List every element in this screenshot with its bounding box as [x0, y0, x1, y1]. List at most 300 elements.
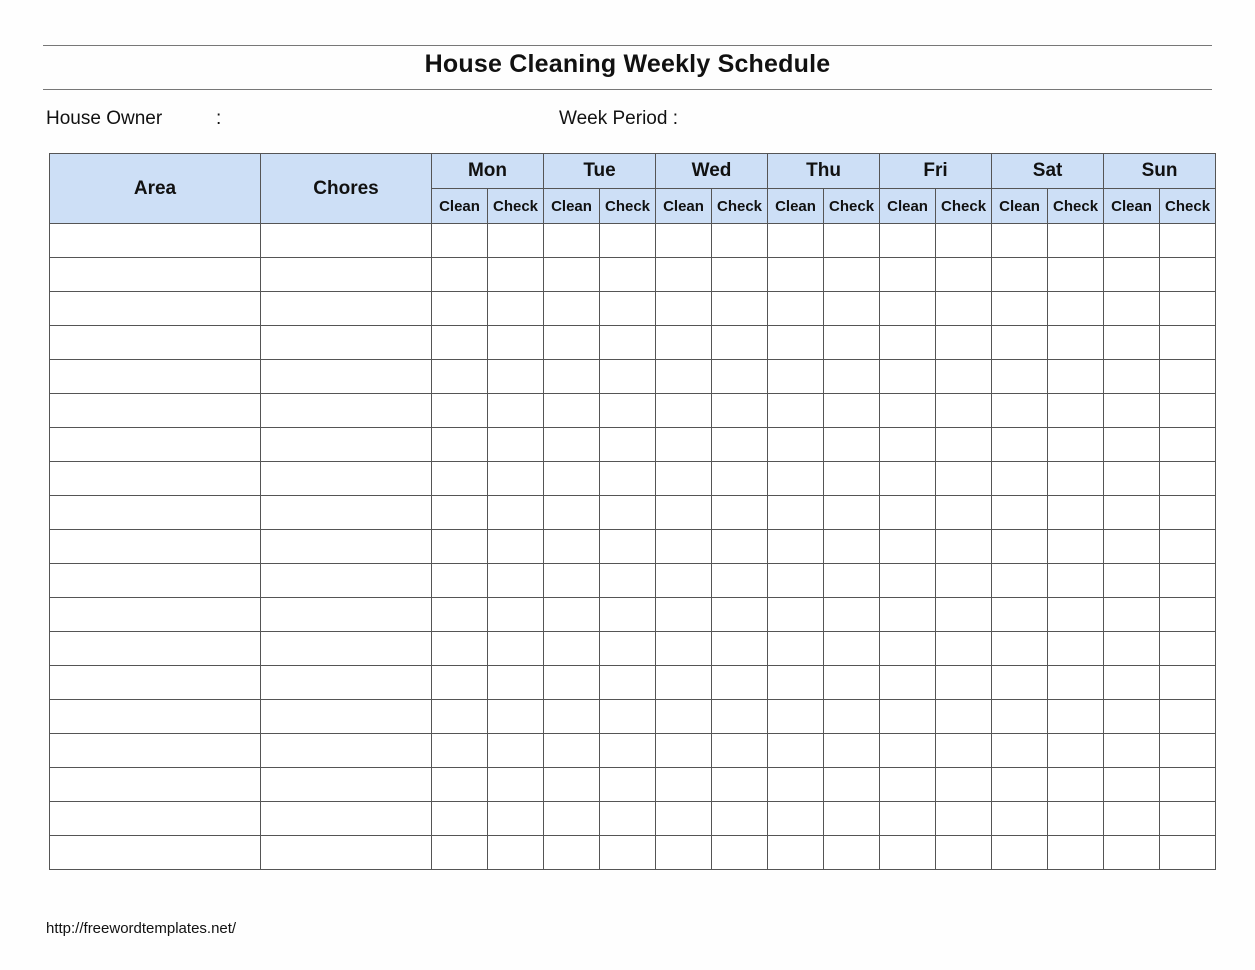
house-owner-field[interactable]: [230, 108, 530, 132]
fri-check-cell[interactable]: [936, 768, 992, 802]
tue-clean-cell[interactable]: [544, 564, 600, 598]
sat-clean-cell[interactable]: [992, 394, 1048, 428]
mon-check-cell[interactable]: [488, 666, 544, 700]
thu-check-cell[interactable]: [824, 530, 880, 564]
chores-cell[interactable]: [261, 700, 432, 734]
fri-check-cell[interactable]: [936, 462, 992, 496]
tue-clean-cell[interactable]: [544, 666, 600, 700]
chores-cell[interactable]: [261, 496, 432, 530]
sun-check-cell[interactable]: [1160, 734, 1216, 768]
wed-check-cell[interactable]: [712, 734, 768, 768]
sun-check-cell[interactable]: [1160, 700, 1216, 734]
sat-check-cell[interactable]: [1048, 258, 1104, 292]
area-cell[interactable]: [50, 836, 261, 870]
thu-clean-cell[interactable]: [768, 632, 824, 666]
sun-check-cell[interactable]: [1160, 768, 1216, 802]
mon-clean-cell[interactable]: [432, 360, 488, 394]
wed-check-cell[interactable]: [712, 394, 768, 428]
sun-check-cell[interactable]: [1160, 360, 1216, 394]
mon-clean-cell[interactable]: [432, 292, 488, 326]
wed-clean-cell[interactable]: [656, 394, 712, 428]
thu-clean-cell[interactable]: [768, 292, 824, 326]
thu-check-cell[interactable]: [824, 564, 880, 598]
thu-check-cell[interactable]: [824, 428, 880, 462]
area-cell[interactable]: [50, 462, 261, 496]
sun-clean-cell[interactable]: [1104, 326, 1160, 360]
wed-check-cell[interactable]: [712, 496, 768, 530]
sat-check-cell[interactable]: [1048, 632, 1104, 666]
mon-clean-cell[interactable]: [432, 496, 488, 530]
area-cell[interactable]: [50, 292, 261, 326]
sun-clean-cell[interactable]: [1104, 768, 1160, 802]
chores-cell[interactable]: [261, 564, 432, 598]
thu-check-cell[interactable]: [824, 258, 880, 292]
wed-clean-cell[interactable]: [656, 428, 712, 462]
wed-check-cell[interactable]: [712, 258, 768, 292]
wed-clean-cell[interactable]: [656, 292, 712, 326]
tue-clean-cell[interactable]: [544, 632, 600, 666]
sat-clean-cell[interactable]: [992, 428, 1048, 462]
sat-check-cell[interactable]: [1048, 496, 1104, 530]
sun-check-cell[interactable]: [1160, 258, 1216, 292]
wed-check-cell[interactable]: [712, 530, 768, 564]
mon-check-cell[interactable]: [488, 326, 544, 360]
sun-clean-cell[interactable]: [1104, 700, 1160, 734]
tue-check-cell[interactable]: [600, 598, 656, 632]
tue-check-cell[interactable]: [600, 224, 656, 258]
sat-check-cell[interactable]: [1048, 564, 1104, 598]
wed-check-cell[interactable]: [712, 768, 768, 802]
wed-check-cell[interactable]: [712, 632, 768, 666]
chores-cell[interactable]: [261, 292, 432, 326]
mon-check-cell[interactable]: [488, 530, 544, 564]
sat-check-cell[interactable]: [1048, 666, 1104, 700]
thu-check-cell[interactable]: [824, 326, 880, 360]
thu-clean-cell[interactable]: [768, 394, 824, 428]
fri-clean-cell[interactable]: [880, 530, 936, 564]
tue-clean-cell[interactable]: [544, 292, 600, 326]
wed-clean-cell[interactable]: [656, 700, 712, 734]
fri-check-cell[interactable]: [936, 394, 992, 428]
sun-clean-cell[interactable]: [1104, 632, 1160, 666]
mon-check-cell[interactable]: [488, 564, 544, 598]
wed-clean-cell[interactable]: [656, 462, 712, 496]
thu-check-cell[interactable]: [824, 360, 880, 394]
mon-check-cell[interactable]: [488, 734, 544, 768]
tue-clean-cell[interactable]: [544, 462, 600, 496]
tue-check-cell[interactable]: [600, 802, 656, 836]
fri-clean-cell[interactable]: [880, 836, 936, 870]
area-cell[interactable]: [50, 496, 261, 530]
chores-cell[interactable]: [261, 734, 432, 768]
mon-check-cell[interactable]: [488, 428, 544, 462]
tue-check-cell[interactable]: [600, 326, 656, 360]
fri-clean-cell[interactable]: [880, 496, 936, 530]
sat-check-cell[interactable]: [1048, 530, 1104, 564]
area-cell[interactable]: [50, 360, 261, 394]
fri-clean-cell[interactable]: [880, 360, 936, 394]
tue-clean-cell[interactable]: [544, 258, 600, 292]
wed-check-cell[interactable]: [712, 360, 768, 394]
area-cell[interactable]: [50, 700, 261, 734]
tue-check-cell[interactable]: [600, 292, 656, 326]
thu-check-cell[interactable]: [824, 734, 880, 768]
sat-check-cell[interactable]: [1048, 802, 1104, 836]
mon-clean-cell[interactable]: [432, 836, 488, 870]
wed-clean-cell[interactable]: [656, 360, 712, 394]
tue-clean-cell[interactable]: [544, 326, 600, 360]
fri-clean-cell[interactable]: [880, 802, 936, 836]
tue-clean-cell[interactable]: [544, 734, 600, 768]
sun-check-cell[interactable]: [1160, 462, 1216, 496]
mon-check-cell[interactable]: [488, 836, 544, 870]
mon-check-cell[interactable]: [488, 462, 544, 496]
sun-check-cell[interactable]: [1160, 530, 1216, 564]
chores-cell[interactable]: [261, 326, 432, 360]
thu-clean-cell[interactable]: [768, 360, 824, 394]
thu-clean-cell[interactable]: [768, 564, 824, 598]
fri-check-cell[interactable]: [936, 564, 992, 598]
wed-check-cell[interactable]: [712, 700, 768, 734]
fri-check-cell[interactable]: [936, 428, 992, 462]
fri-check-cell[interactable]: [936, 530, 992, 564]
area-cell[interactable]: [50, 530, 261, 564]
chores-cell[interactable]: [261, 802, 432, 836]
area-cell[interactable]: [50, 394, 261, 428]
sun-check-cell[interactable]: [1160, 326, 1216, 360]
wed-check-cell[interactable]: [712, 836, 768, 870]
sun-check-cell[interactable]: [1160, 224, 1216, 258]
fri-check-cell[interactable]: [936, 292, 992, 326]
sat-clean-cell[interactable]: [992, 700, 1048, 734]
mon-check-cell[interactable]: [488, 496, 544, 530]
chores-cell[interactable]: [261, 768, 432, 802]
thu-check-cell[interactable]: [824, 666, 880, 700]
sat-clean-cell[interactable]: [992, 734, 1048, 768]
tue-check-cell[interactable]: [600, 632, 656, 666]
fri-check-cell[interactable]: [936, 496, 992, 530]
fri-check-cell[interactable]: [936, 224, 992, 258]
thu-check-cell[interactable]: [824, 496, 880, 530]
fri-check-cell[interactable]: [936, 666, 992, 700]
sun-clean-cell[interactable]: [1104, 360, 1160, 394]
area-cell[interactable]: [50, 326, 261, 360]
fri-check-cell[interactable]: [936, 632, 992, 666]
tue-clean-cell[interactable]: [544, 428, 600, 462]
mon-clean-cell[interactable]: [432, 768, 488, 802]
tue-clean-cell[interactable]: [544, 700, 600, 734]
sun-check-cell[interactable]: [1160, 666, 1216, 700]
mon-check-cell[interactable]: [488, 802, 544, 836]
fri-check-cell[interactable]: [936, 598, 992, 632]
sat-clean-cell[interactable]: [992, 224, 1048, 258]
sun-clean-cell[interactable]: [1104, 666, 1160, 700]
fri-check-cell[interactable]: [936, 258, 992, 292]
thu-clean-cell[interactable]: [768, 836, 824, 870]
tue-check-cell[interactable]: [600, 836, 656, 870]
wed-clean-cell[interactable]: [656, 666, 712, 700]
wed-check-cell[interactable]: [712, 292, 768, 326]
sun-clean-cell[interactable]: [1104, 292, 1160, 326]
mon-clean-cell[interactable]: [432, 564, 488, 598]
tue-check-cell[interactable]: [600, 700, 656, 734]
sat-clean-cell[interactable]: [992, 530, 1048, 564]
area-cell[interactable]: [50, 666, 261, 700]
sat-clean-cell[interactable]: [992, 258, 1048, 292]
sat-check-cell[interactable]: [1048, 836, 1104, 870]
sat-check-cell[interactable]: [1048, 462, 1104, 496]
sat-clean-cell[interactable]: [992, 564, 1048, 598]
area-cell[interactable]: [50, 768, 261, 802]
wed-clean-cell[interactable]: [656, 496, 712, 530]
sun-clean-cell[interactable]: [1104, 734, 1160, 768]
sun-check-cell[interactable]: [1160, 598, 1216, 632]
mon-check-cell[interactable]: [488, 258, 544, 292]
chores-cell[interactable]: [261, 462, 432, 496]
wed-check-cell[interactable]: [712, 598, 768, 632]
tue-clean-cell[interactable]: [544, 768, 600, 802]
wed-clean-cell[interactable]: [656, 836, 712, 870]
mon-clean-cell[interactable]: [432, 530, 488, 564]
wed-check-cell[interactable]: [712, 564, 768, 598]
sun-check-cell[interactable]: [1160, 836, 1216, 870]
fri-clean-cell[interactable]: [880, 292, 936, 326]
sat-clean-cell[interactable]: [992, 836, 1048, 870]
tue-check-cell[interactable]: [600, 428, 656, 462]
mon-check-cell[interactable]: [488, 224, 544, 258]
sat-clean-cell[interactable]: [992, 598, 1048, 632]
sat-check-cell[interactable]: [1048, 394, 1104, 428]
thu-clean-cell[interactable]: [768, 666, 824, 700]
sun-clean-cell[interactable]: [1104, 496, 1160, 530]
wed-clean-cell[interactable]: [656, 598, 712, 632]
fri-clean-cell[interactable]: [880, 598, 936, 632]
wed-clean-cell[interactable]: [656, 632, 712, 666]
mon-clean-cell[interactable]: [432, 734, 488, 768]
tue-check-cell[interactable]: [600, 496, 656, 530]
area-cell[interactable]: [50, 428, 261, 462]
mon-clean-cell[interactable]: [432, 224, 488, 258]
sat-check-cell[interactable]: [1048, 598, 1104, 632]
thu-clean-cell[interactable]: [768, 802, 824, 836]
sun-clean-cell[interactable]: [1104, 224, 1160, 258]
sat-clean-cell[interactable]: [992, 462, 1048, 496]
tue-check-cell[interactable]: [600, 394, 656, 428]
chores-cell[interactable]: [261, 666, 432, 700]
sun-check-cell[interactable]: [1160, 496, 1216, 530]
tue-check-cell[interactable]: [600, 666, 656, 700]
wed-clean-cell[interactable]: [656, 258, 712, 292]
chores-cell[interactable]: [261, 530, 432, 564]
fri-clean-cell[interactable]: [880, 734, 936, 768]
thu-clean-cell[interactable]: [768, 598, 824, 632]
tue-clean-cell[interactable]: [544, 836, 600, 870]
thu-check-cell[interactable]: [824, 394, 880, 428]
wed-clean-cell[interactable]: [656, 564, 712, 598]
week-period-field[interactable]: [700, 108, 1100, 132]
fri-check-cell[interactable]: [936, 326, 992, 360]
thu-clean-cell[interactable]: [768, 462, 824, 496]
area-cell[interactable]: [50, 564, 261, 598]
fri-clean-cell[interactable]: [880, 632, 936, 666]
tue-clean-cell[interactable]: [544, 598, 600, 632]
tue-check-cell[interactable]: [600, 360, 656, 394]
mon-clean-cell[interactable]: [432, 666, 488, 700]
wed-check-cell[interactable]: [712, 326, 768, 360]
tue-clean-cell[interactable]: [544, 530, 600, 564]
tue-check-cell[interactable]: [600, 734, 656, 768]
mon-check-cell[interactable]: [488, 768, 544, 802]
thu-check-cell[interactable]: [824, 836, 880, 870]
fri-clean-cell[interactable]: [880, 258, 936, 292]
sun-clean-cell[interactable]: [1104, 394, 1160, 428]
tue-check-cell[interactable]: [600, 258, 656, 292]
thu-check-cell[interactable]: [824, 632, 880, 666]
tue-check-cell[interactable]: [600, 530, 656, 564]
sun-check-cell[interactable]: [1160, 802, 1216, 836]
wed-clean-cell[interactable]: [656, 326, 712, 360]
fri-check-cell[interactable]: [936, 802, 992, 836]
sat-clean-cell[interactable]: [992, 632, 1048, 666]
thu-check-cell[interactable]: [824, 768, 880, 802]
sun-clean-cell[interactable]: [1104, 428, 1160, 462]
sat-clean-cell[interactable]: [992, 496, 1048, 530]
fri-clean-cell[interactable]: [880, 666, 936, 700]
chores-cell[interactable]: [261, 258, 432, 292]
mon-check-cell[interactable]: [488, 394, 544, 428]
chores-cell[interactable]: [261, 428, 432, 462]
fri-check-cell[interactable]: [936, 734, 992, 768]
sun-clean-cell[interactable]: [1104, 462, 1160, 496]
sat-check-cell[interactable]: [1048, 224, 1104, 258]
chores-cell[interactable]: [261, 394, 432, 428]
thu-clean-cell[interactable]: [768, 496, 824, 530]
fri-clean-cell[interactable]: [880, 462, 936, 496]
fri-clean-cell[interactable]: [880, 564, 936, 598]
chores-cell[interactable]: [261, 632, 432, 666]
sun-clean-cell[interactable]: [1104, 564, 1160, 598]
thu-check-cell[interactable]: [824, 292, 880, 326]
sat-check-cell[interactable]: [1048, 734, 1104, 768]
tue-clean-cell[interactable]: [544, 394, 600, 428]
mon-check-cell[interactable]: [488, 360, 544, 394]
sun-clean-cell[interactable]: [1104, 836, 1160, 870]
sat-clean-cell[interactable]: [992, 292, 1048, 326]
sat-clean-cell[interactable]: [992, 326, 1048, 360]
area-cell[interactable]: [50, 258, 261, 292]
thu-clean-cell[interactable]: [768, 530, 824, 564]
sat-check-cell[interactable]: [1048, 292, 1104, 326]
mon-clean-cell[interactable]: [432, 598, 488, 632]
wed-check-cell[interactable]: [712, 224, 768, 258]
fri-check-cell[interactable]: [936, 836, 992, 870]
wed-clean-cell[interactable]: [656, 768, 712, 802]
sun-clean-cell[interactable]: [1104, 802, 1160, 836]
mon-check-cell[interactable]: [488, 700, 544, 734]
fri-clean-cell[interactable]: [880, 428, 936, 462]
chores-cell[interactable]: [261, 224, 432, 258]
sun-clean-cell[interactable]: [1104, 530, 1160, 564]
chores-cell[interactable]: [261, 598, 432, 632]
chores-cell[interactable]: [261, 360, 432, 394]
tue-clean-cell[interactable]: [544, 360, 600, 394]
mon-clean-cell[interactable]: [432, 700, 488, 734]
thu-check-cell[interactable]: [824, 462, 880, 496]
tue-check-cell[interactable]: [600, 768, 656, 802]
mon-clean-cell[interactable]: [432, 394, 488, 428]
wed-check-cell[interactable]: [712, 666, 768, 700]
sun-check-cell[interactable]: [1160, 292, 1216, 326]
thu-check-cell[interactable]: [824, 700, 880, 734]
sat-check-cell[interactable]: [1048, 326, 1104, 360]
thu-clean-cell[interactable]: [768, 700, 824, 734]
sun-check-cell[interactable]: [1160, 394, 1216, 428]
sat-clean-cell[interactable]: [992, 768, 1048, 802]
fri-clean-cell[interactable]: [880, 768, 936, 802]
mon-clean-cell[interactable]: [432, 632, 488, 666]
sun-check-cell[interactable]: [1160, 564, 1216, 598]
area-cell[interactable]: [50, 734, 261, 768]
wed-check-cell[interactable]: [712, 462, 768, 496]
wed-clean-cell[interactable]: [656, 734, 712, 768]
thu-clean-cell[interactable]: [768, 768, 824, 802]
area-cell[interactable]: [50, 224, 261, 258]
area-cell[interactable]: [50, 598, 261, 632]
sun-clean-cell[interactable]: [1104, 258, 1160, 292]
area-cell[interactable]: [50, 632, 261, 666]
fri-clean-cell[interactable]: [880, 394, 936, 428]
sat-clean-cell[interactable]: [992, 802, 1048, 836]
sat-check-cell[interactable]: [1048, 768, 1104, 802]
thu-check-cell[interactable]: [824, 802, 880, 836]
footer-url[interactable]: http://freewordtemplates.net/: [46, 920, 237, 937]
mon-check-cell[interactable]: [488, 598, 544, 632]
fri-check-cell[interactable]: [936, 360, 992, 394]
mon-clean-cell[interactable]: [432, 802, 488, 836]
sun-clean-cell[interactable]: [1104, 598, 1160, 632]
wed-check-cell[interactable]: [712, 802, 768, 836]
wed-clean-cell[interactable]: [656, 802, 712, 836]
sat-clean-cell[interactable]: [992, 666, 1048, 700]
chores-cell[interactable]: [261, 836, 432, 870]
thu-check-cell[interactable]: [824, 598, 880, 632]
sat-clean-cell[interactable]: [992, 360, 1048, 394]
thu-clean-cell[interactable]: [768, 428, 824, 462]
fri-clean-cell[interactable]: [880, 326, 936, 360]
mon-clean-cell[interactable]: [432, 326, 488, 360]
tue-clean-cell[interactable]: [544, 496, 600, 530]
sun-check-cell[interactable]: [1160, 428, 1216, 462]
thu-clean-cell[interactable]: [768, 734, 824, 768]
wed-check-cell[interactable]: [712, 428, 768, 462]
mon-check-cell[interactable]: [488, 292, 544, 326]
mon-clean-cell[interactable]: [432, 428, 488, 462]
mon-clean-cell[interactable]: [432, 462, 488, 496]
sat-check-cell[interactable]: [1048, 700, 1104, 734]
tue-check-cell[interactable]: [600, 564, 656, 598]
wed-clean-cell[interactable]: [656, 224, 712, 258]
tue-check-cell[interactable]: [600, 462, 656, 496]
tue-clean-cell[interactable]: [544, 802, 600, 836]
fri-check-cell[interactable]: [936, 700, 992, 734]
sat-check-cell[interactable]: [1048, 360, 1104, 394]
mon-check-cell[interactable]: [488, 632, 544, 666]
thu-clean-cell[interactable]: [768, 258, 824, 292]
tue-clean-cell[interactable]: [544, 224, 600, 258]
area-cell[interactable]: [50, 802, 261, 836]
sun-check-cell[interactable]: [1160, 632, 1216, 666]
mon-clean-cell[interactable]: [432, 258, 488, 292]
